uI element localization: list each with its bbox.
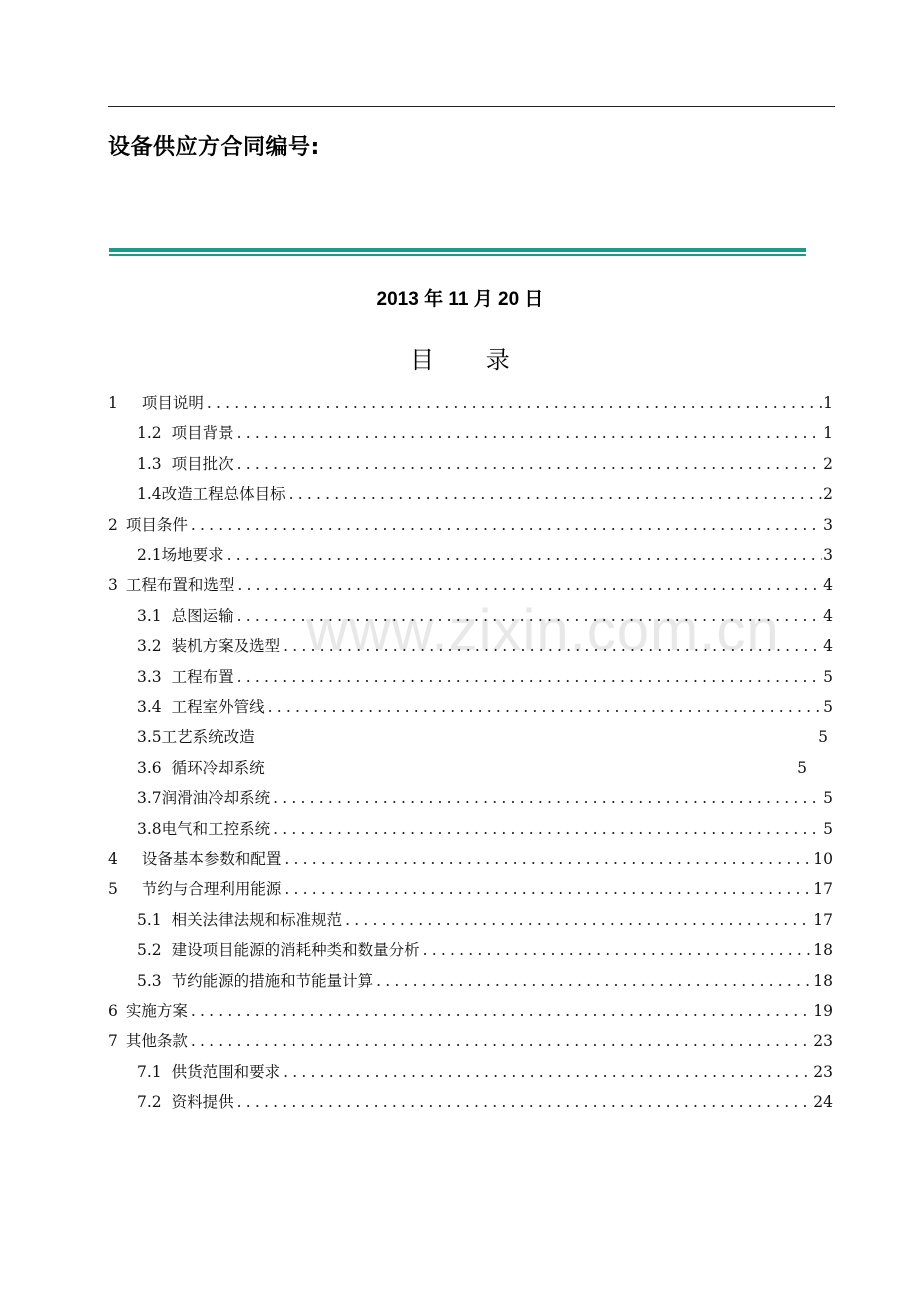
toc-entry-title: 实施方案 <box>125 1002 188 1020</box>
toc-entry-page: 5 <box>797 758 807 777</box>
toc-entry-page: 5 <box>818 728 828 747</box>
toc-entry-page: 23 <box>813 1032 833 1051</box>
toc-entry-title: 电气和工控系统 <box>161 819 271 838</box>
toc-entry[interactable] <box>137 814 833 844</box>
toc-entry-title: 节约能源的措施和节能量计算 <box>171 971 374 990</box>
toc-entry[interactable] <box>137 966 833 996</box>
toc-entry-title: 装机方案及选型 <box>171 637 281 656</box>
toc-entry-title: 其他条款 <box>125 1032 188 1051</box>
toc-entry[interactable] <box>108 1026 833 1056</box>
toc-dot-leader <box>280 1057 812 1087</box>
toc-entry-number: 3.6 <box>137 758 162 777</box>
toc-entry[interactable] <box>137 753 807 783</box>
toc-entry[interactable] <box>137 631 833 661</box>
toc-entry-number: 1.3 <box>137 454 162 473</box>
toc-entry-title: 项目批次 <box>171 454 234 473</box>
toc-entry-number: 5 <box>108 880 118 899</box>
contract-number-label: 设备供应方合同编号: <box>108 135 320 160</box>
toc-entry-title: 工程布置和选型 <box>125 576 235 595</box>
toc-entry-number: 3.1 <box>137 606 162 625</box>
toc-entry-page: 1 <box>823 394 833 412</box>
toc-entry[interactable] <box>108 388 833 418</box>
toc-dot-leader <box>234 601 822 631</box>
toc-entry[interactable] <box>137 722 828 752</box>
toc-entry[interactable] <box>108 844 833 874</box>
toc-entry-page: 2 <box>823 454 833 473</box>
toc-entry-title: 项目背景 <box>171 424 234 443</box>
toc-entry[interactable] <box>137 935 833 965</box>
toc-dot-leader <box>286 479 822 509</box>
toc-dot-leader <box>270 783 822 813</box>
toc-dot-leader <box>280 631 822 661</box>
toc-entry-number: 3.5 <box>137 728 162 747</box>
toc-entry[interactable] <box>137 540 833 570</box>
toc-entry-number: 7 <box>108 1032 118 1051</box>
toc-entry-number: 6 <box>108 1002 118 1020</box>
toc-entry[interactable] <box>108 874 833 904</box>
document-date: 2013 年 11 月 20 日 <box>376 289 544 310</box>
toc-entry-number: 5.1 <box>137 910 162 929</box>
toc-entry[interactable] <box>108 996 833 1026</box>
toc-dot-leader <box>281 874 812 904</box>
toc-entry-title: 润滑油冷却系统 <box>161 789 271 808</box>
toc-dot-leader <box>234 418 822 448</box>
toc-dot-leader <box>234 449 822 479</box>
toc-heading: 目 录 <box>410 346 532 374</box>
toc-dot-leader <box>270 814 822 844</box>
toc-entry-number: 7.2 <box>137 1093 162 1112</box>
toc-entry-number: 2 <box>108 515 118 534</box>
toc-entry-title: 项目条件 <box>125 515 188 534</box>
toc-entry[interactable] <box>137 1087 833 1117</box>
toc-entry-title: 资料提供 <box>171 1093 234 1112</box>
toc-entry-title: 场地要求 <box>161 546 224 564</box>
toc-entry-page: 4 <box>823 576 833 595</box>
toc-entry-page: 2 <box>823 485 833 504</box>
toc-entry-title: 相关法律法规和标准规范 <box>171 910 343 929</box>
toc-entry[interactable] <box>137 1057 833 1087</box>
toc-entry[interactable] <box>108 510 833 540</box>
toc-entry-title: 工程室外管线 <box>171 698 265 716</box>
toc-dot-leader <box>265 692 822 722</box>
toc-entry-number: 3.2 <box>137 637 162 656</box>
toc-entry[interactable] <box>137 662 833 692</box>
toc-entry[interactable] <box>137 783 833 813</box>
toc-entry-title: 工艺系统改造 <box>161 728 255 747</box>
toc-dot-leader <box>234 570 822 600</box>
toc-entry-title: 工程布置 <box>171 667 234 686</box>
toc-entry-number: 7.1 <box>137 1062 162 1081</box>
toc-entry-page: 18 <box>813 941 833 960</box>
toc-entry[interactable] <box>137 692 833 722</box>
toc-entry-number: 1.4 <box>137 485 162 504</box>
toc-entry-page: 24 <box>813 1093 833 1112</box>
toc-entry-number: 3 <box>108 576 118 595</box>
toc-entry[interactable] <box>137 601 833 631</box>
toc-entry-number: 2.1 <box>137 546 162 564</box>
toc-entry-title: 改造工程总体目标 <box>161 485 286 504</box>
toc-entry-number: 3.7 <box>137 789 162 808</box>
toc-entry-page: 5 <box>823 698 833 716</box>
toc-entry[interactable] <box>137 479 833 509</box>
toc-entry-title: 供货范围和要求 <box>171 1062 281 1081</box>
toc-entry-title: 总图运输 <box>171 606 234 625</box>
toc-entry-number: 1.2 <box>137 424 162 443</box>
toc-entry-title: 建设项目能源的消耗种类和数量分析 <box>171 941 420 960</box>
toc-entry-page: 4 <box>823 606 833 625</box>
toc-entry-title: 循环冷却系统 <box>171 758 265 777</box>
toc-entry-page: 3 <box>823 515 833 534</box>
toc-entry-page: 3 <box>823 546 833 564</box>
toc-entry-page: 19 <box>813 1002 833 1020</box>
toc-entry-page: 17 <box>813 880 833 899</box>
toc-entry-number: 3.8 <box>137 819 162 838</box>
toc-entry-title: 节约与合理利用能源 <box>141 880 282 899</box>
toc-dot-leader <box>224 540 822 570</box>
toc-entry[interactable] <box>137 449 833 479</box>
toc-entry-number: 5.3 <box>137 971 162 990</box>
toc-dot-leader <box>234 1087 813 1117</box>
toc-entry-number: 4 <box>108 850 118 868</box>
toc-entry[interactable] <box>137 418 833 448</box>
toc-entry-page: 5 <box>823 789 833 808</box>
toc-entry-number: 3.4 <box>137 698 162 716</box>
toc-dot-leader <box>188 996 812 1026</box>
toc-dot-leader <box>234 662 822 692</box>
toc-entry-page: 10 <box>813 850 833 868</box>
toc-entry-number: 1 <box>108 394 118 412</box>
toc-entry-page: 18 <box>813 971 833 990</box>
toc-dot-leader <box>342 905 812 935</box>
toc-dot-leader <box>420 935 813 965</box>
watermark: www.zixin.com.cn <box>306 598 780 663</box>
toc-dot-leader <box>188 1026 812 1056</box>
toc-entry-page: 4 <box>823 637 833 656</box>
toc-entry[interactable] <box>137 905 833 935</box>
toc-entry-page: 5 <box>823 819 833 838</box>
toc-dot-leader <box>204 388 822 418</box>
toc-entry-page: 23 <box>813 1062 833 1081</box>
toc-entry-number: 3.3 <box>137 667 162 686</box>
toc-dot-leader <box>281 844 812 874</box>
toc-entry[interactable] <box>108 570 833 600</box>
toc-entry-number: 5.2 <box>137 941 162 960</box>
toc-dot-leader <box>373 966 812 996</box>
toc-entry-page: 5 <box>823 667 833 686</box>
toc-entry-page: 1 <box>823 424 833 443</box>
toc-entry-title: 设备基本参数和配置 <box>141 850 282 868</box>
toc-entry-title: 项目说明 <box>141 394 204 412</box>
toc-entry-page: 17 <box>813 910 833 929</box>
toc-dot-leader <box>188 510 822 540</box>
